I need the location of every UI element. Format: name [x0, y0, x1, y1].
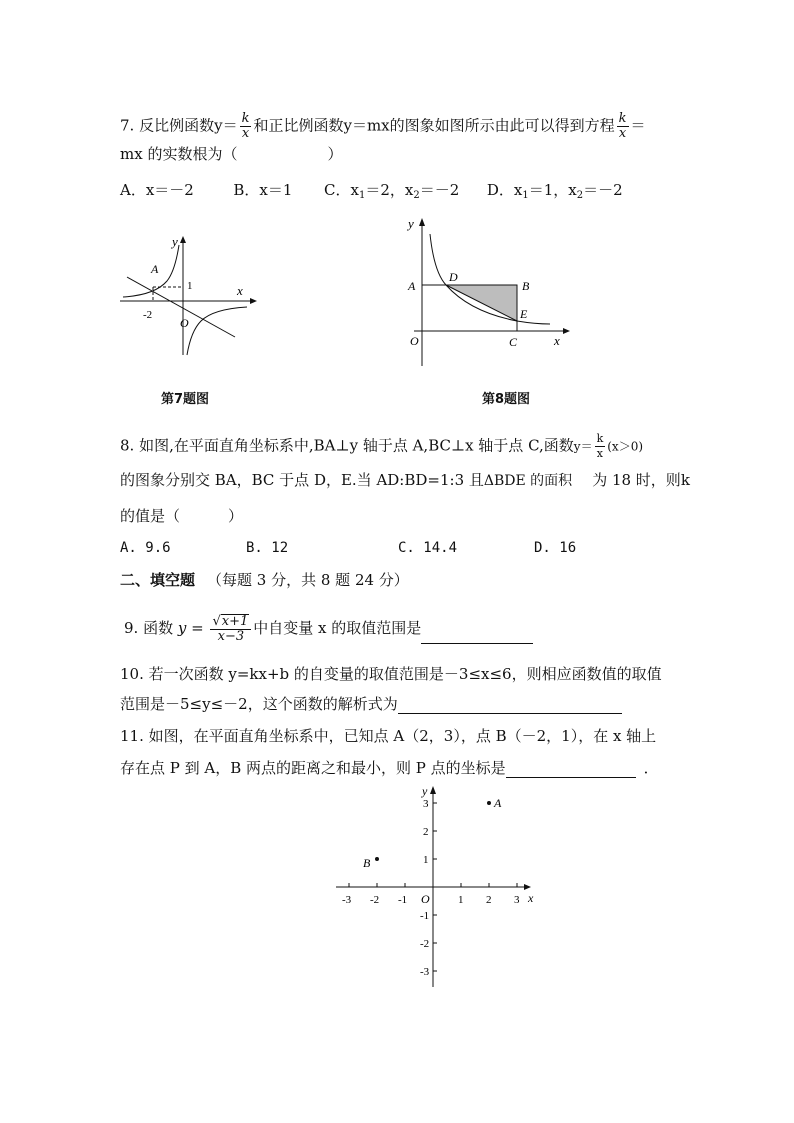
- q8-line1: 8. 如图,在平面直角坐标系中,BA⊥y 轴于点 A,BC⊥x 轴于点 C,函数y＝ $\frac{k}{x}$ (x＞0): [120, 432, 644, 460]
- figure-11: [330, 782, 550, 992]
- fig8-label-E: E: [520, 307, 528, 321]
- q7-number: 7.: [120, 116, 135, 135]
- q7-option-a[interactable]: A．x＝－2: [120, 181, 194, 199]
- q8-option-b[interactable]: B. 12: [246, 540, 289, 556]
- fig7-label-1: 1: [187, 280, 193, 292]
- figure-7: [115, 225, 265, 365]
- fig11-y-arrow: [430, 786, 436, 794]
- fig11-label-B: B: [363, 856, 371, 870]
- q7-option-b[interactable]: B．x＝1: [233, 181, 293, 199]
- fig8-label-x: x: [554, 333, 560, 348]
- fig8-label-y: y: [408, 216, 414, 231]
- fig7-hyperbola-right: [187, 307, 247, 355]
- fig8-y-arrow: [419, 218, 425, 226]
- q8-option-d[interactable]: D. 16: [534, 540, 577, 556]
- fig7-label-O: O: [180, 316, 189, 330]
- fig8-label-O: O: [410, 334, 419, 348]
- fig11-tick-labels: [342, 798, 520, 978]
- q9-answer-blank[interactable]: [421, 627, 533, 644]
- q7-option-d[interactable]: D．$x_1=1$，$x_2=-2$: [486, 181, 623, 201]
- fig7-label-minus2: -2: [143, 309, 153, 321]
- fig8-caption: 第8题图: [482, 392, 531, 407]
- fraction-q9: $\frac{√x+1}{x-3}$: [210, 614, 251, 644]
- q8-line2: 的图象分别交 BA，BC 于点 D，E.当 AD:BD=1:3 且ΔBDE 的面积 为 18 时，则k: [120, 471, 690, 489]
- fraction-k-over-x-q8: $\frac{k}{x}$: [596, 432, 604, 460]
- q10-answer-blank[interactable]: [398, 697, 622, 714]
- fig11-point-B: [375, 857, 379, 861]
- fig11-label-A: A: [494, 796, 502, 810]
- fig11-xtick-label: -1: [398, 894, 408, 906]
- q7-line1: 7. 反比例函数y＝ $\frac{k}{x}$ 和正比例函数y＝mx的图象如图所示由此可以得到方程 $\frac{k}{x}$ ＝: [120, 111, 646, 141]
- fig11-xtick-label: 3: [514, 894, 520, 906]
- fig8-x-arrow: [563, 328, 570, 334]
- fraction-k-over-x: $\frac{k}{x}$: [241, 111, 250, 141]
- fig11-label-O: O: [421, 892, 430, 906]
- fig8-label-D: D: [449, 270, 458, 284]
- fig8-hyperbola: [430, 234, 550, 324]
- fig7-label-x: x: [237, 283, 243, 298]
- q8-line3: 的值是（ ）: [120, 507, 244, 525]
- section-2-heading: [120, 570, 409, 590]
- fig11-ytick-label: 2: [423, 826, 429, 838]
- section-2-title: 二、填空题: [120, 571, 196, 589]
- fig11-ytick-label: -1: [420, 910, 430, 922]
- fig7-label-A: A: [151, 262, 159, 276]
- fig11-ytick-label: -2: [420, 938, 430, 950]
- fig8-label-B: B: [522, 279, 530, 293]
- section-2-note: （每题 3 分，共 8 题 24 分）: [207, 571, 409, 589]
- fig8-triangle-BDE: [446, 285, 517, 321]
- q9-line: 9. 函数 y = $\frac{√x+1}{x-3}$ 中自变量 x 的取值范围是: [124, 614, 533, 644]
- q11-line1: 11. 如图，在平面直角坐标系中，已知点 A（2，3），点 B（－2，1），在 x 轴上: [120, 727, 657, 745]
- fig11-point-A: [487, 801, 491, 805]
- fig11-ytick-label: 3: [423, 798, 429, 810]
- fig7-x-arrow: [250, 298, 257, 304]
- fig11-label-y: y: [422, 784, 428, 798]
- q10-line2: 范围是－5≤y≤－2，这个函数的解析式为: [120, 694, 622, 714]
- fig11-x-arrow: [524, 884, 531, 890]
- q10-line1: 10. 若一次函数 y=kx+b 的自变量的取值范围是－3≤x≤6，则相应函数值的取值: [120, 665, 662, 683]
- fig11-xtick-label: -2: [370, 894, 380, 906]
- fig11-label-x: x: [528, 891, 534, 905]
- fig7-y-arrow: [180, 236, 186, 243]
- fig8-label-C: C: [509, 335, 518, 349]
- fig11-xtick-label: 1: [458, 894, 464, 906]
- fig11-ytick-label: 1: [423, 854, 429, 866]
- fig7-label-y: y: [172, 234, 178, 249]
- fig7-caption: 第7题图: [161, 392, 210, 407]
- q7-line2: mx 的实数根为（ ）: [120, 145, 343, 163]
- fig11-ytick-label: -3: [420, 966, 430, 978]
- fraction-k-over-x-2: $\frac{k}{x}$: [618, 111, 627, 141]
- q8-option-c[interactable]: C. 14.4: [398, 540, 458, 556]
- q11-line2: 存在点 P 到 A，B 两点的距离之和最小，则 P 点的坐标是 ．: [120, 759, 659, 777]
- q7-options: [120, 180, 623, 206]
- figure-8: [400, 212, 580, 372]
- fig8-label-A: A: [408, 279, 416, 293]
- q7-option-c[interactable]: C．$x_1=2$，$x_2=-2$: [324, 181, 460, 201]
- q11-answer-blank[interactable]: [506, 761, 636, 778]
- fig11-xtick-label: 2: [486, 894, 492, 906]
- q8-option-a[interactable]: A. 9.6: [120, 540, 171, 556]
- fig11-xtick-label: -3: [342, 894, 352, 906]
